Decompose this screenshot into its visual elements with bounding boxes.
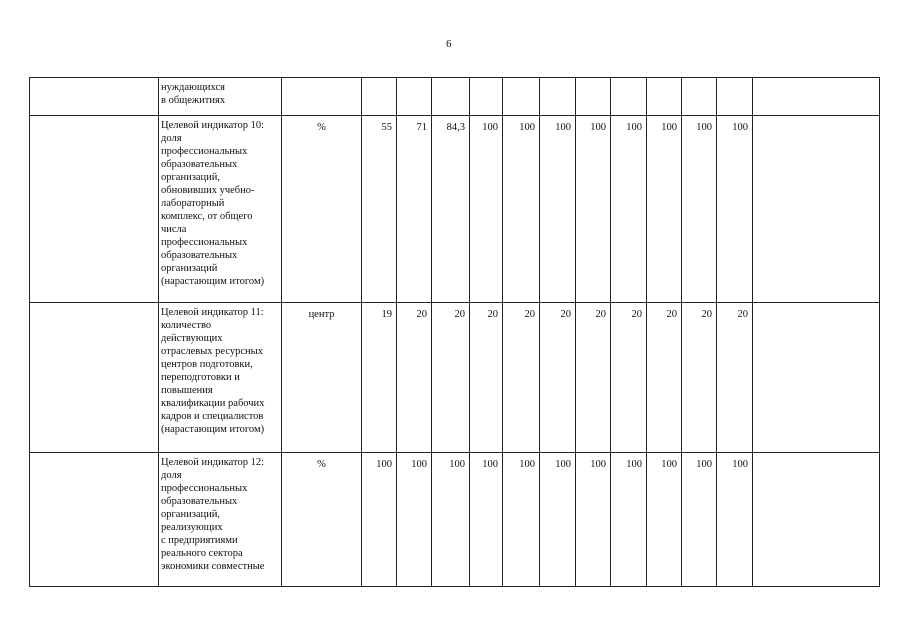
- notes-cell: [753, 303, 880, 453]
- table-row: [30, 116, 880, 303]
- section-cell: [30, 78, 159, 116]
- value-cell: 20: [397, 303, 432, 453]
- unit-cell: %: [282, 453, 362, 587]
- value-cell: 20: [576, 303, 611, 453]
- indicators-table: [29, 77, 880, 587]
- section-cell: [30, 116, 159, 303]
- value-cell: 19: [362, 303, 397, 453]
- section-cell: [30, 453, 159, 587]
- unit-cell: %: [282, 116, 362, 303]
- value-cell: 100: [503, 453, 540, 587]
- value-cell: 20: [540, 303, 576, 453]
- value-cell: 20: [470, 303, 503, 453]
- value-cell: [470, 78, 503, 116]
- notes-cell: [753, 78, 880, 116]
- section-cell: [30, 303, 159, 453]
- value-cell: 100: [647, 116, 682, 303]
- value-cell: 100: [647, 453, 682, 587]
- value-cell: 20: [682, 303, 717, 453]
- notes-cell: [753, 453, 880, 587]
- notes-cell: [753, 116, 880, 303]
- value-cell: 20: [717, 303, 753, 453]
- indicator-name: Целевой индикатор 12: доля профессиональных образовательных организаций, реализующих с предприятиями реального сектора экономики совместные: [159, 453, 282, 587]
- indicator-name: нуждающихся в общежитиях: [159, 78, 282, 116]
- value-cell: [432, 78, 470, 116]
- value-cell: [397, 78, 432, 116]
- indicator-name: Целевой индикатор 10: доля профессиональных образовательных организаций, обновивших учебно- лабораторный комплекс, от общего числа профессиональных образовательных организаций (нарастающим итогом): [159, 116, 282, 303]
- value-cell: 100: [576, 116, 611, 303]
- value-cell: 100: [503, 116, 540, 303]
- value-cell: [540, 78, 576, 116]
- value-cell: 55: [362, 116, 397, 303]
- value-cell: 100: [717, 116, 753, 303]
- value-cell: 100: [397, 453, 432, 587]
- value-cell: 100: [611, 453, 647, 587]
- value-cell: 20: [611, 303, 647, 453]
- value-cell: 100: [540, 453, 576, 587]
- unit-cell: центр: [282, 303, 362, 453]
- value-cell: 100: [540, 116, 576, 303]
- value-cell: 100: [576, 453, 611, 587]
- value-cell: 100: [362, 453, 397, 587]
- table-row: [30, 303, 880, 453]
- value-cell: 100: [470, 453, 503, 587]
- value-cell: 100: [470, 116, 503, 303]
- value-cell: 100: [611, 116, 647, 303]
- value-cell: 100: [682, 453, 717, 587]
- value-cell: [503, 78, 540, 116]
- table-row: [30, 453, 880, 587]
- value-cell: 100: [682, 116, 717, 303]
- value-cell: 20: [503, 303, 540, 453]
- value-cell: 71: [397, 116, 432, 303]
- value-cell: 100: [432, 453, 470, 587]
- value-cell: [647, 78, 682, 116]
- value-cell: [682, 78, 717, 116]
- unit-cell: [282, 78, 362, 116]
- indicator-name: Целевой индикатор 11: количество действующих отраслевых ресурсных центров подготовки, переподготовки и повышения квалификации рабочих кадров и специалистов (нарастающим итогом): [159, 303, 282, 453]
- value-cell: 100: [717, 453, 753, 587]
- value-cell: 20: [647, 303, 682, 453]
- table-row: [30, 78, 880, 116]
- value-cell: 84,3: [432, 116, 470, 303]
- value-cell: [576, 78, 611, 116]
- value-cell: [717, 78, 753, 116]
- value-cell: [362, 78, 397, 116]
- value-cell: 20: [432, 303, 470, 453]
- page-number: 6: [446, 38, 452, 50]
- value-cell: [611, 78, 647, 116]
